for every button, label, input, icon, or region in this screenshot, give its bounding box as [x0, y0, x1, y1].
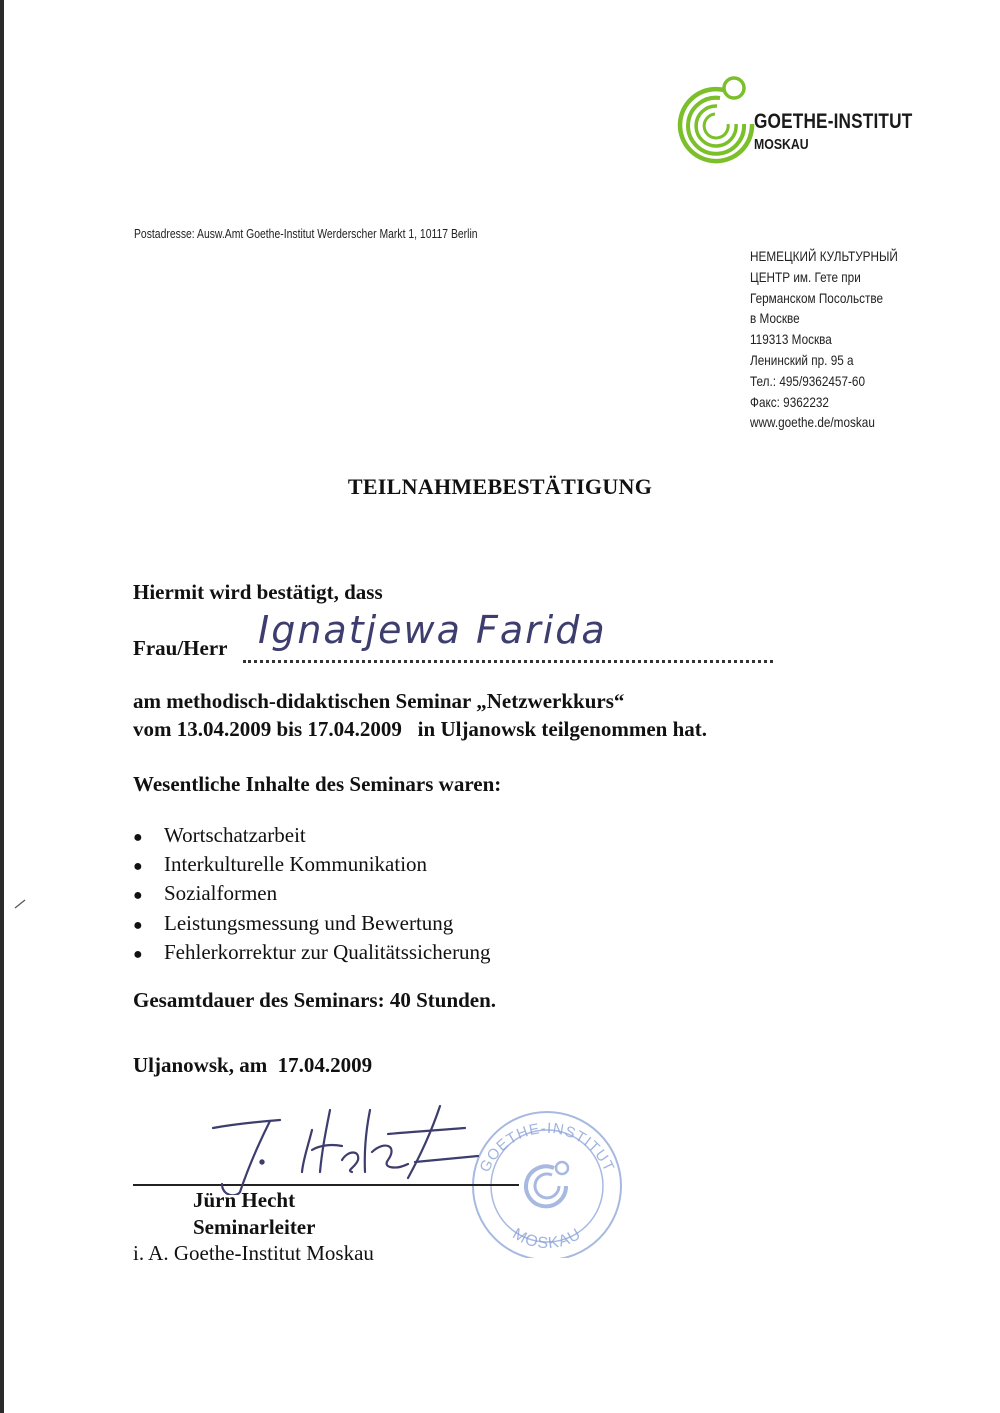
topic-label: Leistungsmessung und Bewertung	[164, 910, 454, 935]
website-link[interactable]: www.goethe.de/moskau	[750, 414, 875, 431]
postal-address: Postadresse: Ausw.Amt Goethe-Institut Werderscher Markt 1, 10117 Berlin	[134, 226, 478, 241]
participant-name-handwritten: Ignatjewa Farida	[258, 608, 607, 652]
seminar-line: am methodisch-didaktischen Seminar „Netzwerkkurs“	[133, 689, 625, 713]
phone-line: Тел.: 495/9362457-60	[750, 372, 866, 389]
topic-label: Sozialformen	[164, 881, 278, 906]
stamp-top-text: GOETHE-INSTITUT	[476, 1119, 618, 1175]
signer-organization: i. A. Goethe-Institut Moskau	[133, 1241, 374, 1265]
date-line: vom 13.04.2009 bis 17.04.2009 in Uljanowsk teilgenommen hat.	[133, 717, 708, 741]
list-item	[133, 822, 491, 851]
list-item	[133, 939, 491, 968]
address-line: 119313 Москва	[750, 331, 832, 348]
pen-mark-icon	[13, 898, 27, 910]
topic-label: Wortschatzarbeit	[164, 823, 306, 847]
goethe-institut-logo-icon	[666, 74, 762, 164]
handwritten-signature	[210, 1100, 480, 1195]
seminar-duration: Gesamtdauer des Seminars: 40 Stunden.	[133, 988, 497, 1012]
topic-label: Fehlerkorrektur zur Qualitätssicherung	[164, 939, 491, 964]
logo-city: MOSKAU	[754, 136, 809, 153]
bullet-icon: ●	[133, 916, 143, 934]
list-item	[133, 910, 491, 939]
address-line: НЕМЕЦКИЙ КУЛЬТУРНЫЙ	[750, 248, 898, 264]
intro-text: Hiermit wird bestätigt, dass	[133, 580, 383, 604]
signer-role: Seminarleiter	[193, 1215, 316, 1239]
bullet-icon: ●	[133, 945, 143, 963]
fax-line: Факс: 9362232	[750, 393, 829, 410]
logo-name: GOETHE-INSTITUT	[754, 110, 913, 133]
place-date: Uljanowsk, am 17.04.2009	[133, 1053, 373, 1077]
contents-heading: Wesentliche Inhalte des Seminars waren:	[133, 772, 502, 796]
address-line: Ленинский пр. 95 а	[750, 351, 854, 368]
address-line: Германском Посольстве	[750, 289, 884, 306]
stamp-bottom-text: MOSKAU	[509, 1225, 585, 1253]
bullet-icon: ●	[133, 858, 143, 876]
address-line: ЦЕНТР им. Гете при	[750, 268, 861, 285]
document-title: TEILNAHMEBESTÄTIGUNG	[347, 474, 653, 499]
svg-text:MOSKAU	[510, 1226, 585, 1253]
topic-label: Interkulturelle Kommunikation	[164, 852, 428, 877]
participant-label: Frau/Herr	[133, 636, 228, 660]
bullet-icon: ●	[133, 829, 143, 846]
signer-name: Jürn Hecht	[193, 1188, 296, 1212]
institute-stamp	[462, 1108, 632, 1258]
scan-edge	[0, 0, 4, 1413]
list-item	[133, 851, 491, 880]
topics-list	[133, 822, 491, 968]
russian-address-block	[750, 246, 926, 433]
bullet-icon: ●	[133, 887, 143, 905]
address-line: в Москве	[750, 310, 800, 327]
list-item	[133, 880, 491, 909]
